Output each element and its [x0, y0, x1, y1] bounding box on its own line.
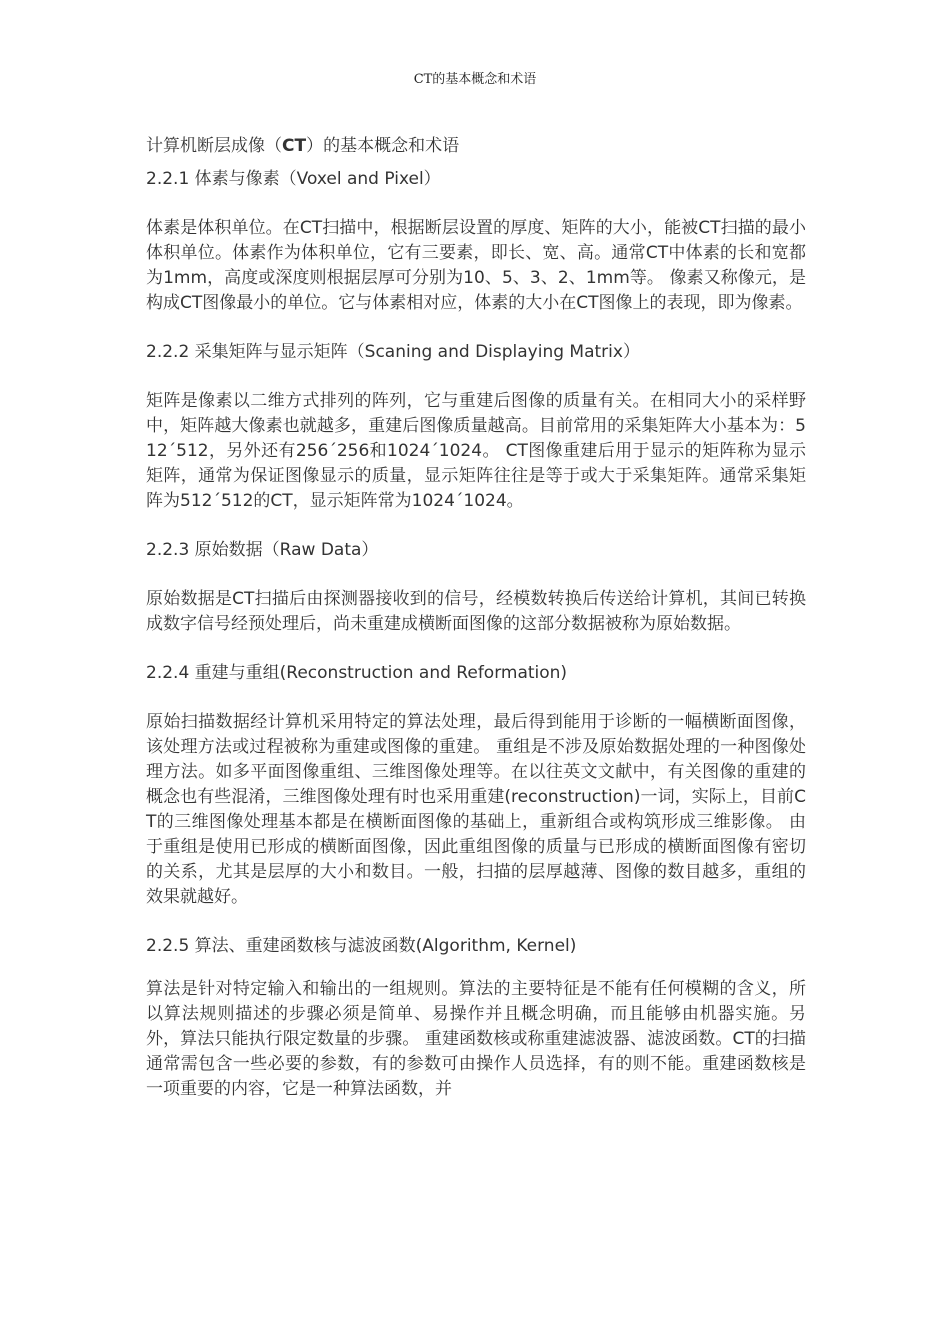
document-title-prefix: 计算机断层成像（: [146, 136, 282, 156]
section-heading: 2.2.4 重建与重组(Reconstruction and Reformation): [146, 663, 568, 683]
page-header: [0, 68, 950, 87]
section-paragraph: 矩阵是像素以二维方式排列的阵列，它与重建后图像的质量有关。在相同大小的采样野中，矩阵越大像素也就越多，重建后图像质量越高。目前常用的采集矩阵大小基本为：512´512，另外还有256´256和1024´1024。 CT图像重建后用于显示的矩阵称为显示矩阵，通常为保证图像显示的质量，显示矩阵往往是等于或大于采集矩阵。通常采集矩阵为512´512的CT，显示矩阵常为1024´1024。: [146, 391, 806, 511]
section-paragraph: 体素是体积单位。在CT扫描中，根据断层设置的厚度、矩阵的大小，能被CT扫描的最小体积单位。体素作为体积单位，它有三要素，即长、宽、高。通常CT中体素的长和宽都为1mm，高度或深度则根据层厚可分别为10、5、3、2、1mm等。 像素又称像元，是构成CT图像最小的单位。它与体素相对应，体素的大小在CT图像上的表现，即为像素。: [146, 218, 806, 313]
section-matrix: [146, 340, 806, 514]
document-title-suffix: ）的基本概念和术语: [306, 136, 460, 156]
section-paragraph: 原始扫描数据经计算机采用特定的算法处理，最后得到能用于诊断的一幅横断面图像，该处理方法或过程被称为重建或图像的重建。 重组是不涉及原始数据处理的一种图像处理方法。如多平面图像重组、三维图像处理等。在以往英文文献中，有关图像的重建的概念也有些混淆，三维图像处理有时也采用重建(reconstruction)一词，实际上，目前CT的三维图像处理基本都是在横断面图像的基础上，重新组合或构筑形成三维影像。 由于重组是使用已形成的横断面图像，因此重组图像的质量与已形成的横断面图像有密切的关系，尤其是层厚的大小和数目。一般，扫描的层厚越薄、图像的数目越多，重组的效果就越好。: [146, 712, 806, 907]
section-voxel-pixel: [146, 167, 806, 316]
section-algorithm-kernel: [146, 934, 806, 1102]
section-raw-data: [146, 538, 806, 637]
section-paragraph: 算法是针对特定输入和输出的一组规则。算法的主要特征是不能有任何模糊的含义，所以算法规则描述的步骤必须是简单、易操作并且概念明确，而且能够由机器实施。另外，算法只能执行限定数量的步骤。 重建函数核或称重建滤波器、滤波函数。CT的扫描通常需包含一些必要的参数，有的参数可由操作人员选择，有的则不能。重建函数核是一项重要的内容，它是一种算法函数，并: [146, 979, 806, 1099]
document-title-bold: CT: [282, 136, 307, 156]
section-reconstruction: [146, 661, 806, 910]
page-header-title: CT的基本概念和术语: [413, 72, 537, 87]
document-title: [146, 134, 806, 159]
section-paragraph: 原始数据是CT扫描后由探测器接收到的信号，经模数转换后传送给计算机，其间已转换成数字信号经预处理后，尚未重建成横断面图像的这部分数据被称为原始数据。: [146, 589, 806, 634]
section-heading: 2.2.5 算法、重建函数核与滤波函数(Algorithm, Kernel): [146, 936, 577, 956]
section-heading: 2.2.2 采集矩阵与显示矩阵（Scaning and Displaying Matrix）: [146, 342, 640, 362]
document-body: [146, 134, 806, 1102]
section-heading: 2.2.1 体素与像素（Voxel and Pixel）: [146, 169, 441, 189]
section-heading: 2.2.3 原始数据（Raw Data）: [146, 540, 379, 560]
